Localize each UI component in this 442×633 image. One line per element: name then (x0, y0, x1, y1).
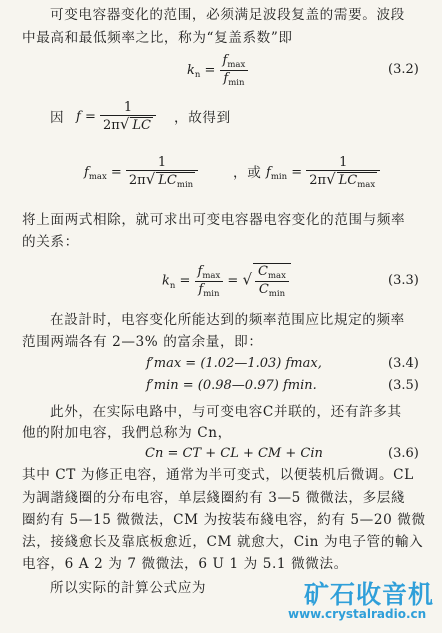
paragraph-line: ，故得到 (174, 110, 231, 126)
paragraph-line: 为調諧綫圈的分布电容，单层綫圈約有 3—5 微微法，多层綫 (22, 490, 406, 506)
paragraph-line: 中最高和最低频率之比，称为“复盖系数”即 (22, 30, 293, 46)
paragraph-line: 可变电容器变化的范围，必须满足波段复盖的需要。波段 (50, 7, 405, 23)
paragraph-line: 圈約有 5—15 微微法，CM 为按装布綫电容，約有 5—20 微微 (22, 512, 426, 528)
equation-number: (3.5) (388, 378, 419, 393)
equation-3-3: $k_n$ = $\frac{f_{max}}{f_{min}}$ = √ $\frac{C_{max}}{C_{min}}$ (162, 263, 291, 299)
equation-number: (3.4) (388, 356, 419, 371)
paragraph-line: 其中 CT 为修正电容，通常为半可变式，以便装机后微调。CL (22, 467, 414, 483)
equation-3-6: Cn = CT + CL + CM + Cin (145, 446, 323, 461)
paragraph-line: 将上面两式相除，就可求出可变电容器电容变化的范围与频率 (22, 212, 406, 228)
paragraph-line: 他的附加电容，我們总称为 Cn， (22, 425, 232, 441)
watermark-logo: 矿石收音机 (304, 580, 435, 609)
equation-number: (3.6) (388, 446, 419, 461)
watermark-url: www.crystalradio.cn (288, 607, 427, 621)
paragraph-line: 所以实际的計算公式应为 (50, 580, 207, 596)
paragraph-line: 此外，在实际电路中，与可变电容C并联的，还有許多其 (50, 404, 402, 420)
equation-3-2: $k_n$ = $\frac{f_{max}}{f_{min}}$ (187, 53, 248, 88)
paragraph-line: 电容，6 A 2 为 7 微微法，6 U 1 为 5.1 微微法。 (22, 556, 348, 572)
paragraph-line: 的关系： (22, 234, 79, 250)
equation-fmin: $f_{min}$ = $\frac{1}{2\pi√ LC_{max}}$ (266, 155, 380, 190)
paragraph-line: 因 (50, 110, 65, 126)
equation-number: (3.2) (388, 62, 419, 77)
paragraph-line: 法，接綫愈长及靠底板愈近，CM 就愈大，Cin 为电子管的輸入 (22, 534, 424, 550)
equation-fmax: $f_{max}$ = $\frac{1}{2\pi√ LC_{min}}$ (84, 155, 198, 190)
equation-f: f = $\frac{1}{2\pi√ LC}$ (76, 100, 156, 134)
equation-number: (3.3) (388, 273, 419, 288)
paragraph-line: 在設計时，电容变化所能达到的频率范围应比規定的频率 (50, 312, 405, 328)
equation-3-4: f′max = (1.02—1.03) fmax, (146, 356, 322, 371)
or-text: ，或 (233, 165, 262, 181)
equation-3-5: f′min = (0.98—0.97) fmin. (146, 378, 317, 393)
paragraph-line: 范围两端各有 2—3% 的富余量，即： (22, 334, 263, 350)
